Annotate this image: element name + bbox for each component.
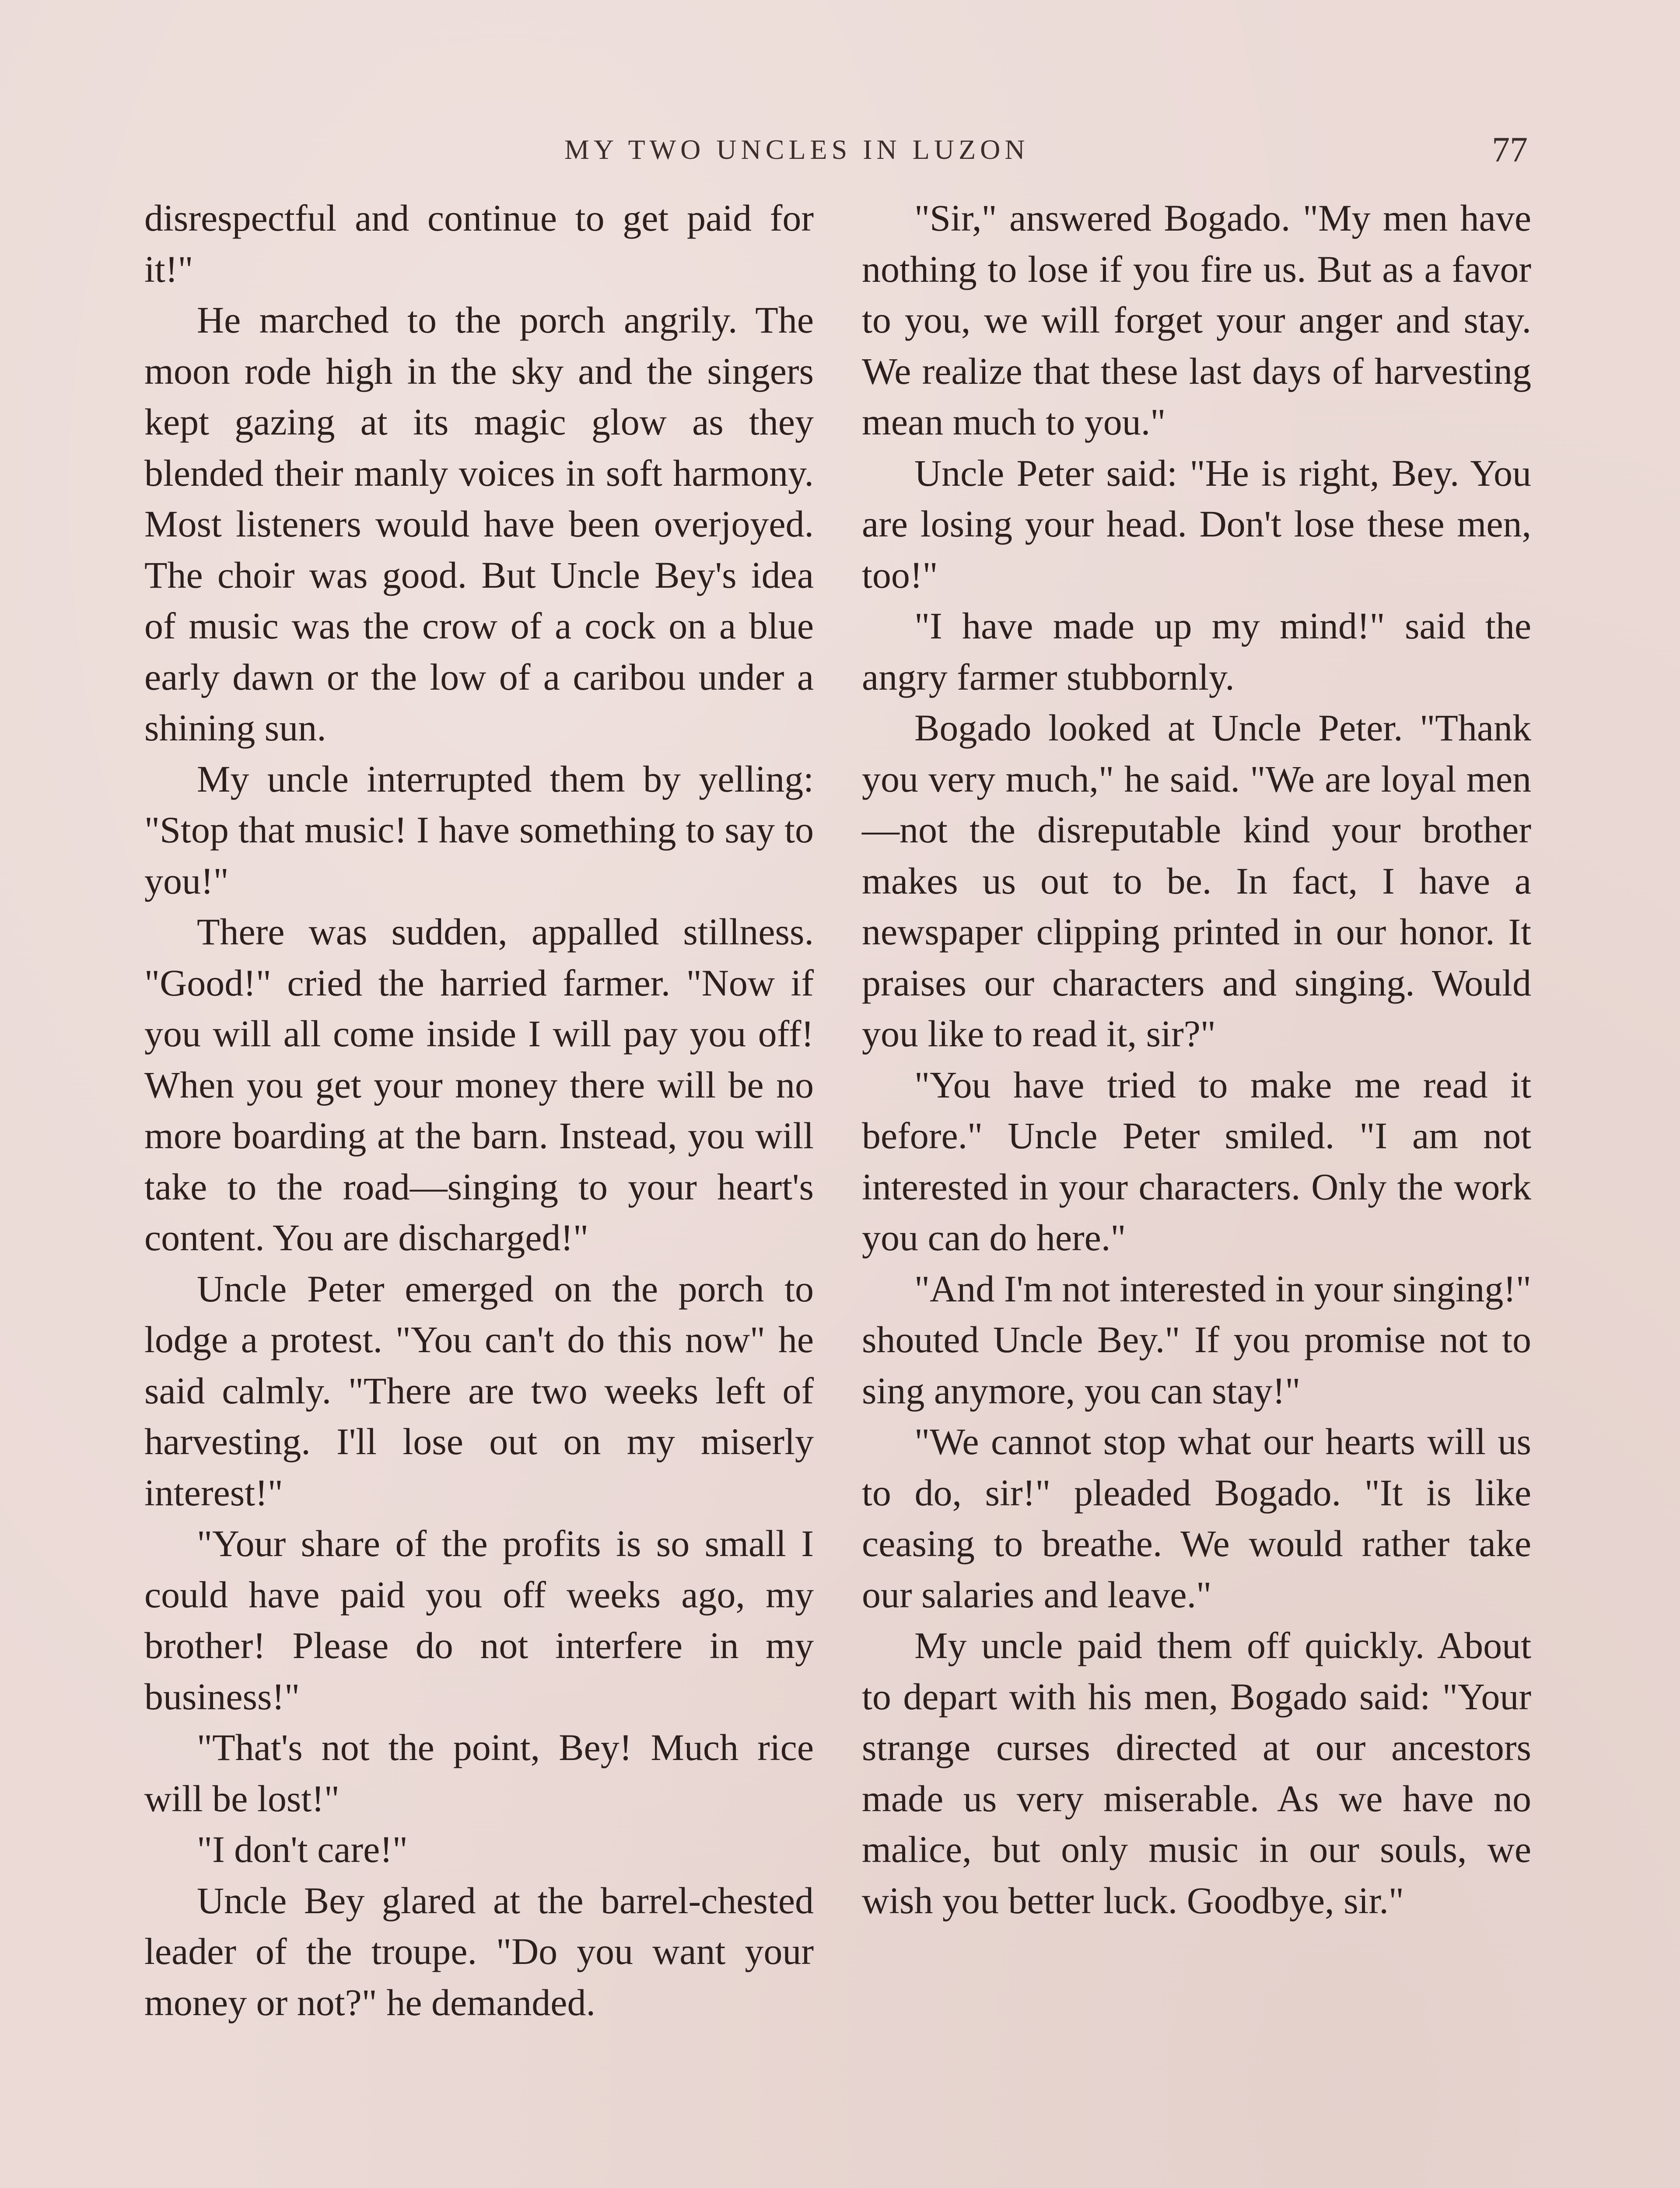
left-text-column [144,193,814,2028]
paragraph: There was sudden, appalled stillness. "Good!" cried the harried farmer. "Now if you will all come inside I will pay you off! When you get your money there will be no more boarding at the barn. Instead, you will take to the road—singing to your heart's content. You are discharged!" [144,911,814,1259]
paragraph: "Your share of the profits is so small I could have paid you off weeks ago, my brother! Please do not interfere in my business!" [144,1522,814,1718]
paragraph: disrespectful and continue to get paid for it!" [144,197,814,290]
paragraph: "And I'm not interested in your singing!" shouted Uncle Bey." If you promise not to sing anymore, you can stay!" [862,1267,1531,1412]
paragraph: Bogado looked at Uncle Peter. "Thank you very much," he said. "We are loyal men—not the disreputable kind your brother makes us out to be. In fact, I have a newspaper clipping printed in our honor. It praises our characters and singing. Would you like to read it, sir?" [862,707,1531,1055]
paragraph: Uncle Peter emerged on the porch to lodge a protest. "You can't do this now" he said calmly. "There are two weeks left of harvesting. I'll lose out on my miserly interest!" [144,1267,814,1514]
paragraph: "I have made up my mind!" said the angry farmer stubbornly. [862,605,1531,698]
paragraph: He marched to the porch angrily. The moon rode high in the sky and the singers kept gazing at its magic glow as they blended their manly voices in soft harmony. Most listeners would have been overjoyed. The choir was good. But Uncle Bey's idea of music was the crow of a cock on a blue early dawn or the low of a caribou under a shining sun. [144,299,814,749]
paragraph: "Sir," answered Bogado. "My men have nothing to lose if you fire us. But as a favor to you, we will forget your anger and stay. We realize that these last days of harvesting mean much to you." [862,197,1531,443]
paragraph: "That's not the point, Bey! Much rice will be lost!" [144,1726,814,1820]
right-text-column [862,193,1531,1926]
paragraph: My uncle paid them off quickly. About to depart with his men, Bogado said: "Your strange curses directed at our ancestors made us very miserable. As we have no malice, but only music in our souls, we wish you better luck. Goodbye, sir." [862,1624,1531,1922]
page-number: 77 [1492,130,1528,169]
running-title: MY TWO UNCLES IN LUZON [564,134,1029,165]
paragraph: "We cannot stop what our hearts will us to do, sir!" pleaded Bogado. "It is like ceasing to breathe. We would rather take our salaries and leave." [862,1420,1531,1616]
paragraph: "You have tried to make me read it before." Uncle Peter smiled. "I am not interested in your characters. Only the work you can do here." [862,1063,1531,1259]
paragraph: Uncle Peter said: "He is right, Bey. You are losing your head. Don't lose these men, too!" [862,452,1531,596]
paragraph: Uncle Bey glared at the barrel-chested leader of the troupe. "Do you want your money or not?" he demanded. [144,1879,814,2023]
paragraph: "I don't care!" [197,1828,408,1870]
paragraph: My uncle interrupted them by yelling: "Stop that music! I have something to say to you!" [144,757,814,902]
